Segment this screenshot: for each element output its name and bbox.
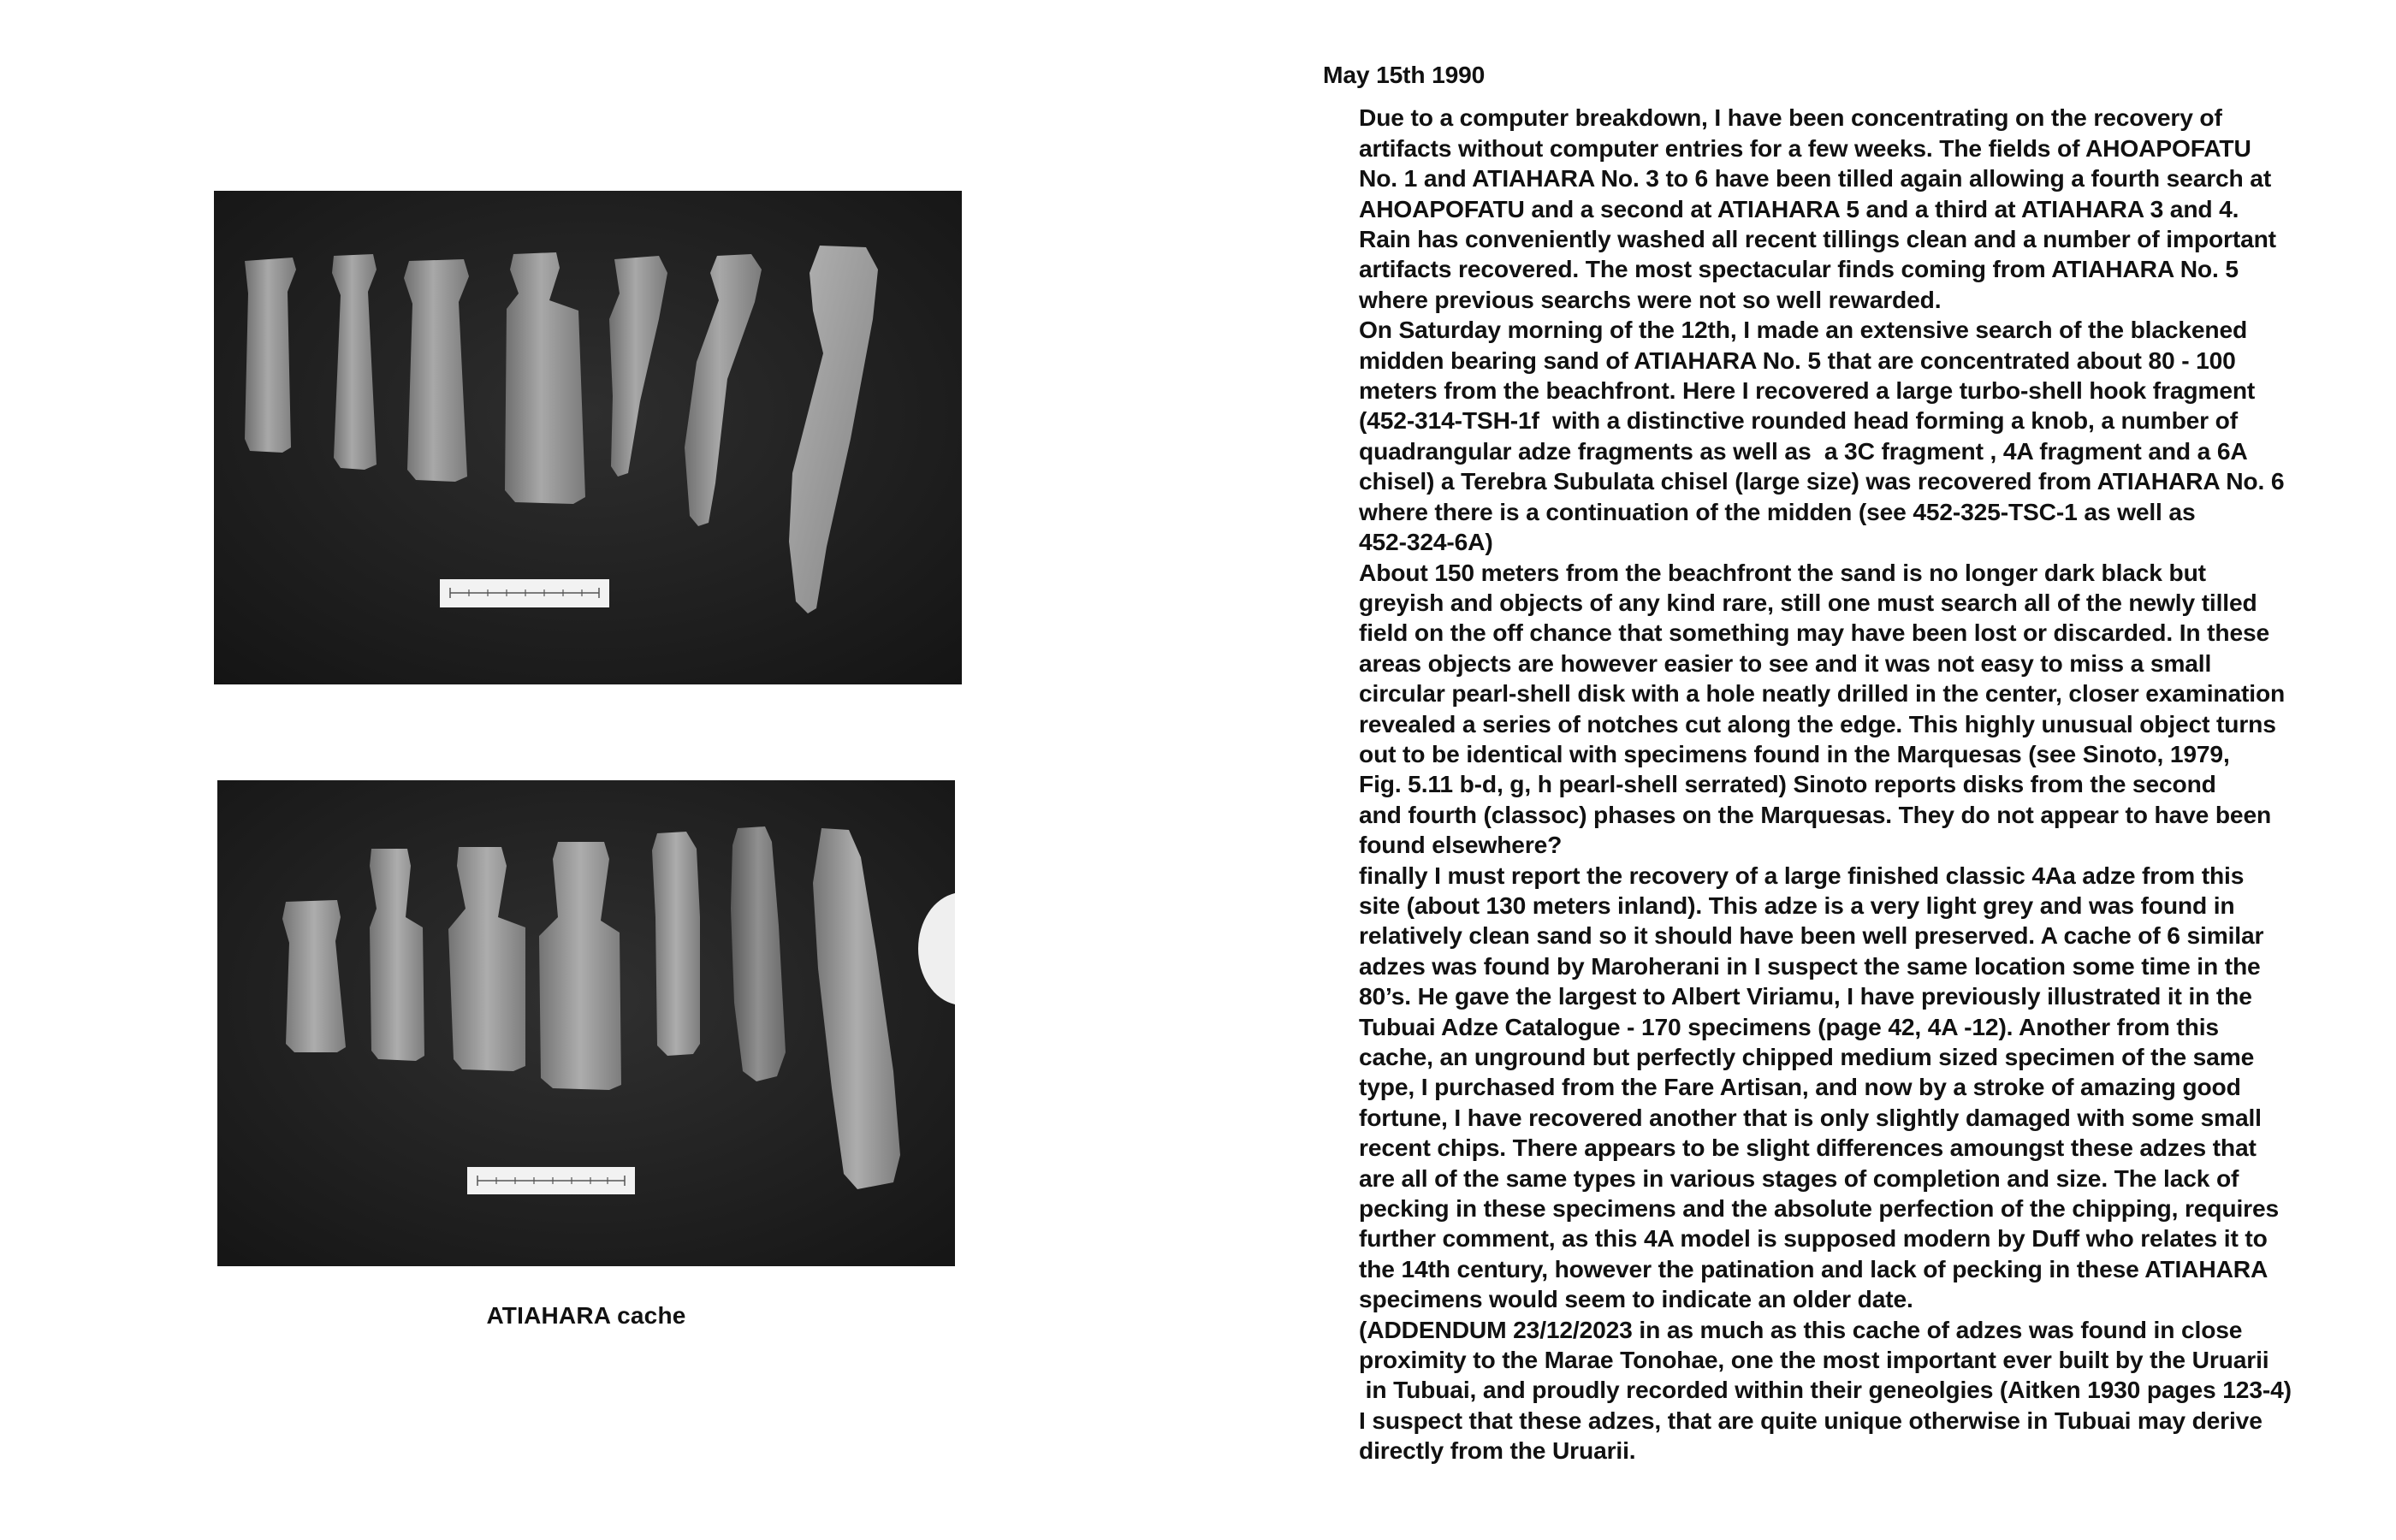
scale-ruler-icon	[467, 1167, 635, 1194]
text-line: chisel) a Terebra Subulata chisel (large size) was recovered from ATIAHARA No. 6	[1359, 467, 2285, 495]
journal-entry	[1323, 60, 2307, 1466]
text-line: directly from the Uruarii.	[1359, 1436, 1636, 1465]
text-line: where there is a continuation of the midden (see 452-325-TSC-1 as well as	[1359, 497, 2196, 525]
text-line: areas objects are however easier to see and it was not easy to miss a small	[1359, 649, 2212, 677]
text-line: recent chips. There appears to be slight differences amoungst these adzes that	[1359, 1134, 2257, 1162]
entry-date: May 15th 1990	[1323, 61, 1486, 88]
text-line: quadrangular adze fragments as well as a 3C fragment , 4A fragment and a 6A	[1359, 436, 2248, 465]
paragraph-5-addendum	[1323, 1315, 2307, 1466]
text-line: are all of the same types in various stages of completion and size. The lack of	[1359, 1164, 2239, 1192]
text-line: specimens would seem to indicate an older date.	[1359, 1285, 1913, 1313]
paragraph-2	[1323, 315, 2307, 557]
text-line: pecking in these specimens and the absolute perfection of the chipping, requires	[1359, 1194, 2279, 1223]
text-line: and fourth (classoc) phases on the Marquesas. They do not appear to have been	[1359, 800, 2272, 828]
text-line: fortune, I have recovered another that is only slightly damaged with some small	[1359, 1103, 2262, 1131]
text-line: (ADDENDUM 23/12/2023 in as much as this cache of adzes was found in close	[1359, 1315, 2243, 1343]
text-line: 452-324-6A)	[1359, 528, 1493, 556]
paragraph-1	[1323, 103, 2307, 315]
text-line: type, I purchased from the Fare Artisan, and now by a stroke of amazing good	[1359, 1073, 2241, 1101]
text-line: relatively clean sand so it should have been well preserved. A cache of 6 similar	[1359, 921, 2264, 950]
text-line: the 14th century, however the patination and lack of pecking in these ATIAHARA	[1359, 1254, 2268, 1282]
text-line: meters from the beachfront. Here I recovered a large turbo-shell hook fragment	[1359, 376, 2256, 405]
adze-b5	[652, 832, 700, 1056]
text-line: artifacts recovered. The most spectacular finds coming from ATIAHARA No. 5	[1359, 255, 2239, 283]
text-line: finally I must report the recovery of a large finished classic 4Aa adze from this	[1359, 861, 2245, 889]
text-line: On Saturday morning of the 12th, I made an extensive search of the blackened	[1359, 316, 2248, 344]
stone-adze-photo-icon	[217, 780, 955, 1266]
text-line: further comment, as this 4A model is supposed modern by Duff who relates it to	[1359, 1224, 2268, 1253]
text-line: 80’s. He gave the largest to Albert Viriamu, I have previously illustrated it in the	[1359, 982, 2252, 1010]
photo-adzes-top	[214, 191, 962, 684]
text-line: revealed a series of notches cut along the edge. This highly unusual object turns	[1359, 709, 2276, 737]
text-line: midden bearing sand of ATIAHARA No. 5 that are concentrated about 80 - 100	[1359, 346, 2236, 374]
adze-2	[332, 254, 377, 470]
text-line: in Tubuai, and proudly recorded within their geneolgies (Aitken 1930 pages 123-4)	[1359, 1376, 2292, 1404]
text-line: cache, an unground but perfectly chipped medium sized specimen of the same	[1359, 1043, 2255, 1070]
text-line: where previous searchs were not so well rewarded.	[1359, 285, 1942, 313]
text-line: artifacts without computer entries for a few weeks. The fields of AHOAPOFATU	[1359, 133, 2251, 162]
text-line: Tubuai Adze Catalogue - 170 specimens (page 42, 4A -12). Another from this	[1359, 1012, 2219, 1040]
text-line: AHOAPOFATU and a second at ATIAHARA 5 and a third at ATIAHARA 3 and 4.	[1359, 194, 2239, 222]
text-line: About 150 meters from the beachfront the sand is no longer dark black but	[1359, 558, 2206, 586]
text-line: proximity to the Marae Tonohae, one the most important ever built by the Uruarii	[1359, 1346, 2269, 1374]
adze-1	[245, 258, 296, 453]
text-line: field on the off chance that something may have been lost or discarded. In these	[1359, 619, 2270, 647]
text-line: adzes was found by Maroherani in I suspect the same location some time in the	[1359, 951, 2261, 980]
paragraph-4	[1323, 861, 2307, 1315]
text-line: circular pearl-shell disk with a hole neatly drilled in the center, closer examination	[1359, 679, 2286, 708]
adze-3	[404, 259, 469, 482]
photo-adzes-bottom	[217, 780, 955, 1266]
text-line: site (about 130 meters inland). This adze is a very light grey and was found in	[1359, 891, 2235, 919]
text-line: Fig. 5.11 b-d, g, h pearl-shell serrated) Sinoto reports disks from the second	[1359, 770, 2216, 798]
text-line: out to be identical with specimens found in the Marquesas (see Sinoto, 1979,	[1359, 739, 2230, 767]
stone-adze-photo-icon	[214, 191, 962, 684]
paragraph-3	[1323, 558, 2307, 861]
text-line: greyish and objects of any kind rare, still one must search all of the newly tilled	[1359, 588, 2257, 616]
text-line: I suspect that these adzes, that are quite unique otherwise in Tubuai may derive	[1359, 1406, 2263, 1434]
scale-ruler-icon	[440, 579, 609, 607]
text-line: (452-314-TSH-1f with a distinctive rounded head forming a knob, a number of	[1359, 406, 2238, 435]
photo-caption: ATIAHARA cache	[486, 1302, 686, 1329]
text-line: No. 1 and ATIAHARA No. 3 to 6 have been tilled again allowing a fourth search at	[1359, 164, 2272, 192]
text-line: Due to a computer breakdown, I have been concentrating on the recovery of	[1359, 104, 2222, 132]
adze-b1	[282, 900, 346, 1052]
text-line: found elsewhere?	[1359, 831, 1563, 859]
text-line: Rain has conveniently washed all recent tillings clean and a number of important	[1359, 225, 2276, 253]
